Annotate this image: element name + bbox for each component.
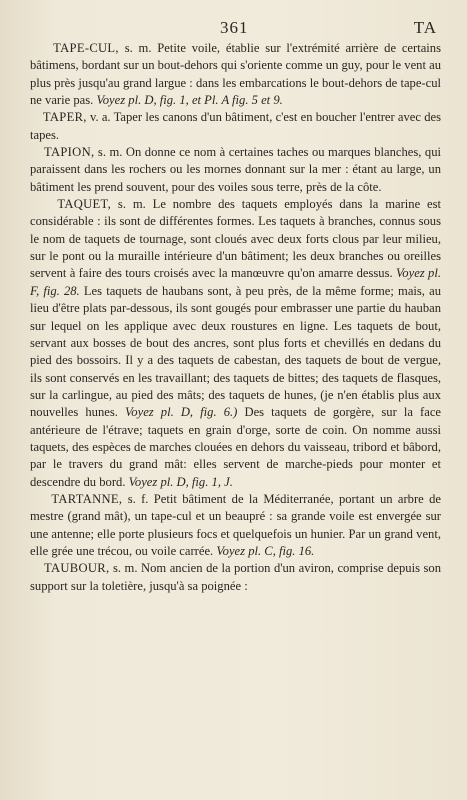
- grammar-label: v. a.: [89, 110, 111, 125]
- grammar-label: s. f.: [127, 491, 149, 506]
- plate-reference: Voyez pl. D, fig. 1, J.: [128, 474, 233, 489]
- headword: TAUBOUR,: [44, 561, 110, 576]
- plate-reference: Voyez pl. D, fig. 1, et Pl. A fig. 5 et 9.: [96, 93, 283, 108]
- definition-text: Petite voile, établie sur l'extrémité arrière de certains bâtimens, bordant sur un bout-dehors qui s'oriente comme un guy, pour le vent au plus près jusqu'au grand largue : dans les embarcations le bout-dehors de tape-cul ne varie pas.: [30, 41, 442, 108]
- grammar-label: s. m.: [124, 41, 152, 55]
- plate-reference: Voyez pl. F, fig. 28.: [30, 266, 441, 298]
- page-number: 361: [220, 18, 249, 37]
- entry-taubour: [30, 560, 441, 595]
- running-head: TA: [413, 18, 437, 37]
- definition-text: Les taquets de haubans sont, à peu près, de la même forme; mais, au lieu d'être plats par-dessous, ils sont gougés pour embrasser une partie du hauban sur lequel on les applique avec deux roustures en ligne. Les taquets de bout, servant aux bosses de bout des ancres, sont plus forts et chevillés en dedans du pied des bossoirs. Il y a des taquets de cabestan, des taquets de bout de vergue, ils sont conservés en les travaillant; des taquets de bittes; des taquets de flasques, sur la carlingue, au pied des mâts; des taquets de hunes, (je n'en établis plus aux nouvelles hunes.: [30, 283, 441, 420]
- definition-text: Taper les canons d'un bâtiment, c'est en boucher l'entrer avec des tapes.: [30, 110, 442, 142]
- headword: TAPION,: [44, 145, 95, 160]
- entry-tape-cul: [30, 40, 441, 109]
- definition-text: Petit bâtiment de la Méditerranée, portant un arbre de mestre (grand mât), un tape-cul et un beaupré : sa grande voile est envergée sur une antenne; elle porte plusieurs focs et quelquefois un hunier. Par un grand vent, elle grée une trécou, ou voile carrée.: [30, 491, 441, 558]
- headword: TAPER,: [42, 110, 87, 125]
- dictionary-entries: [30, 40, 441, 595]
- page-header: [30, 14, 441, 40]
- definition-text: Nom ancien de la portion d'un aviron, comprise depuis son support sur la toletière, jusqu'à sa poignée :: [30, 561, 441, 593]
- grammar-label: s. m.: [117, 197, 146, 212]
- definition-text: Des taquets de gorgère, sur la face antérieure de l'étrave; taquets en grain d'orge, sorte de coin. On nomme aussi taquets, des espèces de marches clouées en dehors du vaisseau, tribord et bâbord, par le travers du grand mât: elles servent de marche-pieds pour monter et descendre du bord.: [30, 405, 442, 489]
- entry-taper: [30, 109, 441, 144]
- entry-tapion: [30, 144, 441, 196]
- definition-text: On donne ce nom à certaines taches ou marques blanches, qui paraissent dans les rochers ou les mornes donnant sur la mer : étant au large, un bâtiment les prend souvent, pour des voiles sous terre, près de la côte.: [30, 145, 441, 194]
- entry-tartanne: [30, 491, 441, 560]
- headword: TAQUET,: [57, 197, 112, 212]
- plate-reference: Voyez pl. C, fig. 16.: [216, 543, 315, 558]
- grammar-label: s. m.: [97, 145, 123, 160]
- definition-text: Le nombre des taquets employés dans la marine est considérable : ils sont de différentes formes. Les taquets à branches, connus sous le nom de taquets de tournage, sont cloués avec deux forts clous par leur milieu, sur le pont ou la muraille intérieure d'un bâtiment; les deux branches ou oreilles servent à faire des tours croisés avec la manœuvre qu'on amarre dessus.: [30, 197, 442, 281]
- grammar-label: s. m.: [112, 561, 138, 576]
- plate-reference: Voyez pl. D, fig. 6.): [125, 405, 238, 420]
- entry-taquet: [30, 196, 441, 491]
- headword: TARTANNE,: [51, 491, 123, 506]
- headword: TAPE-CUL,: [53, 41, 119, 55]
